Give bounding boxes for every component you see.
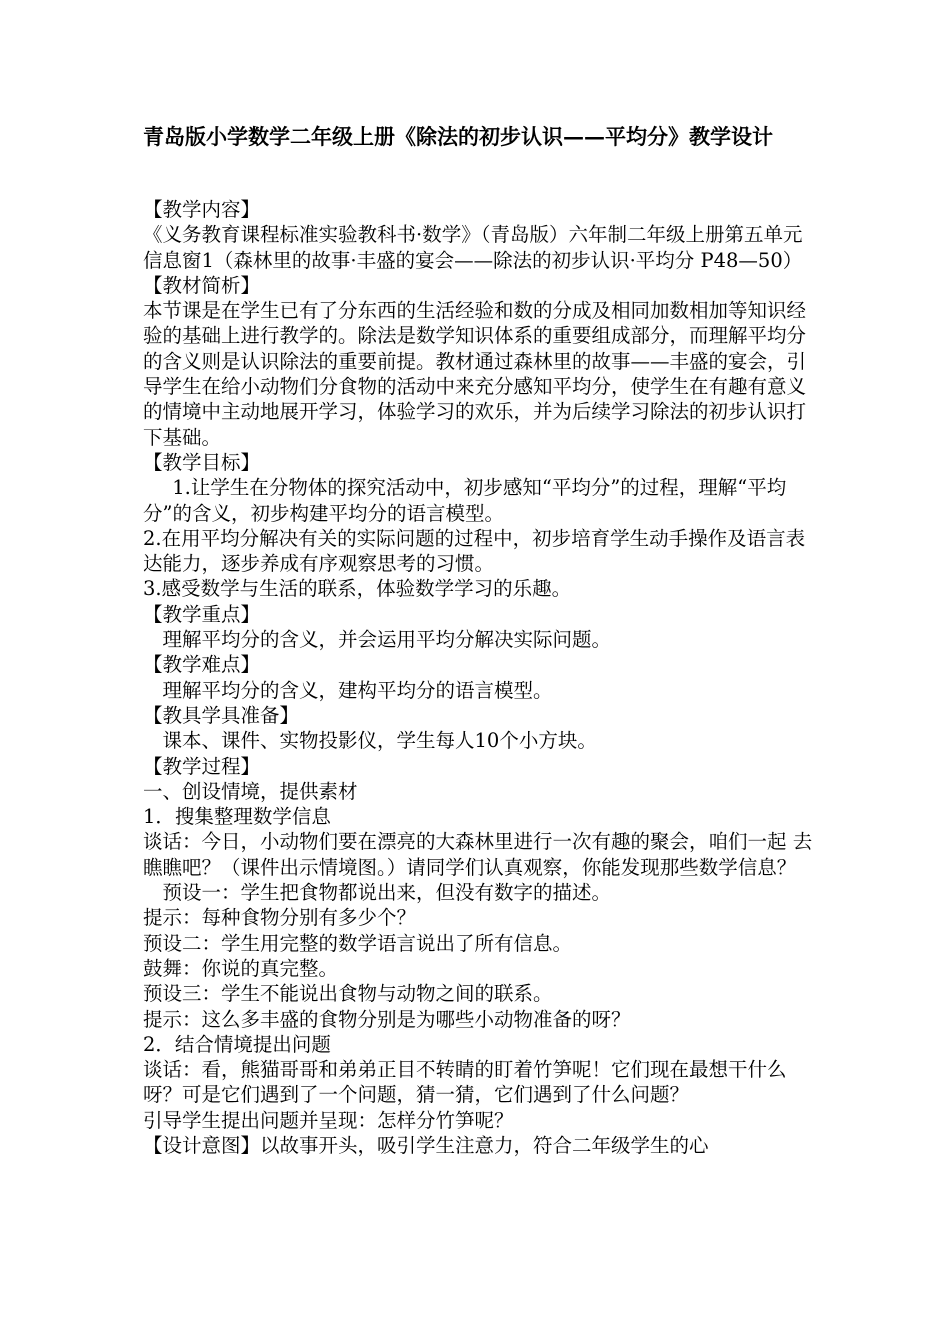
- paragraph: 提示：每种食物分别有多少个？: [143, 906, 417, 930]
- paragraph: 谈话：看，熊猫哥哥和弟弟正目不转睛的盯着竹笋呢！它们现在最想干什么呀？可是它们遇到了一个问题，猜一猜，它们遇到了什么问题？: [143, 1058, 787, 1107]
- paragraph: 3.感受数学与生活的联系，体验数学学习的乐趣。: [143, 577, 572, 601]
- section-heading: 【教学过程】: [143, 754, 261, 778]
- paragraph: 理解平均分的含义，建构平均分的语言模型。: [162, 678, 553, 702]
- section-heading: 【教具学具准备】: [143, 703, 300, 727]
- paragraph: 预设三：学生不能说出食物与动物之间的联系。: [143, 982, 553, 1006]
- paragraph: 课本、课件、实物投影仪，学生每人10个小方块。: [162, 729, 597, 753]
- paragraph: 【设计意图】以故事开头，吸引学生注意力，符合二年级学生的心: [143, 1133, 709, 1157]
- paragraph: 引导学生提出问题并呈现：怎样分竹笋呢？: [143, 1108, 514, 1132]
- paragraph: 本节课是在学生已有了分东西的生活经验和数的分成及相同加数相加等知识经验的基础上进行教学的。除法是数学知识体系的重要组成部分，而理解平均分的含义则是认识除法的重要前提。教材通过森林里的故事——丰盛的宴会，引导学生在给小动物们分食物的活动中来充分感知平均分，使学生在有趣有意义的情境中主动地展开学习，体验学习的欢乐，并为后续学习除法的初步认识打下基础。: [143, 299, 807, 449]
- document-body: [143, 197, 813, 1158]
- section-heading: 【教学内容】: [143, 198, 261, 221]
- paragraph: 鼓舞：你说的真完整。: [143, 956, 339, 980]
- subsection-heading: 1．搜集整理数学信息: [143, 805, 331, 829]
- paragraph: 提示：这么多丰盛的食物分别是为哪些小动物准备的呀？: [143, 1007, 631, 1031]
- section-heading: 【教材简析】: [143, 273, 261, 297]
- subsection-heading: 2．结合情境提出问题: [143, 1032, 331, 1056]
- paragraph: 预设二：学生用完整的数学语言说出了所有信息。: [143, 931, 573, 955]
- subsection-heading: 一、创设情境，提供素材: [143, 779, 358, 803]
- paragraph: 预设一：学生把食物都说出来，但没有数字的描述。: [162, 881, 612, 905]
- paragraph: 谈话：今日，小动物们要在漂亮的大森林里进行一次有趣的聚会，咱们一起 去瞧瞧吧？（课件出示情境图。）请同学们认真观察，你能发现那些数学信息？: [143, 830, 813, 879]
- paragraph: 理解平均分的含义，并会运用平均分解决实际问题。: [162, 628, 612, 652]
- section-heading: 【教学难点】: [143, 653, 261, 677]
- document-title: 青岛版小学数学二年级上册《除法的初步认识——平均分》教学设计: [143, 124, 773, 149]
- paragraph: 2.在用平均分解决有关的实际问题的过程中，初步培育学生动手操作及语言表达能力，逐步养成有序观察思考的习惯。: [143, 526, 806, 576]
- section-heading: 【教学重点】: [143, 602, 261, 626]
- paragraph: 《义务教育课程标准实验教科书·数学》（青岛版）六年制二年级上册第五单元信息窗1（森林里的故事·丰盛的宴会——除法的初步认识·平均分 P48—50）: [143, 223, 803, 272]
- section-heading: 【教学目标】: [143, 450, 261, 474]
- paragraph: 1.让学生在分物体的探究活动中，初步感知“平均分”的过程，理解“平均分”的含义，初步构建平均分的语言模型。: [143, 476, 787, 525]
